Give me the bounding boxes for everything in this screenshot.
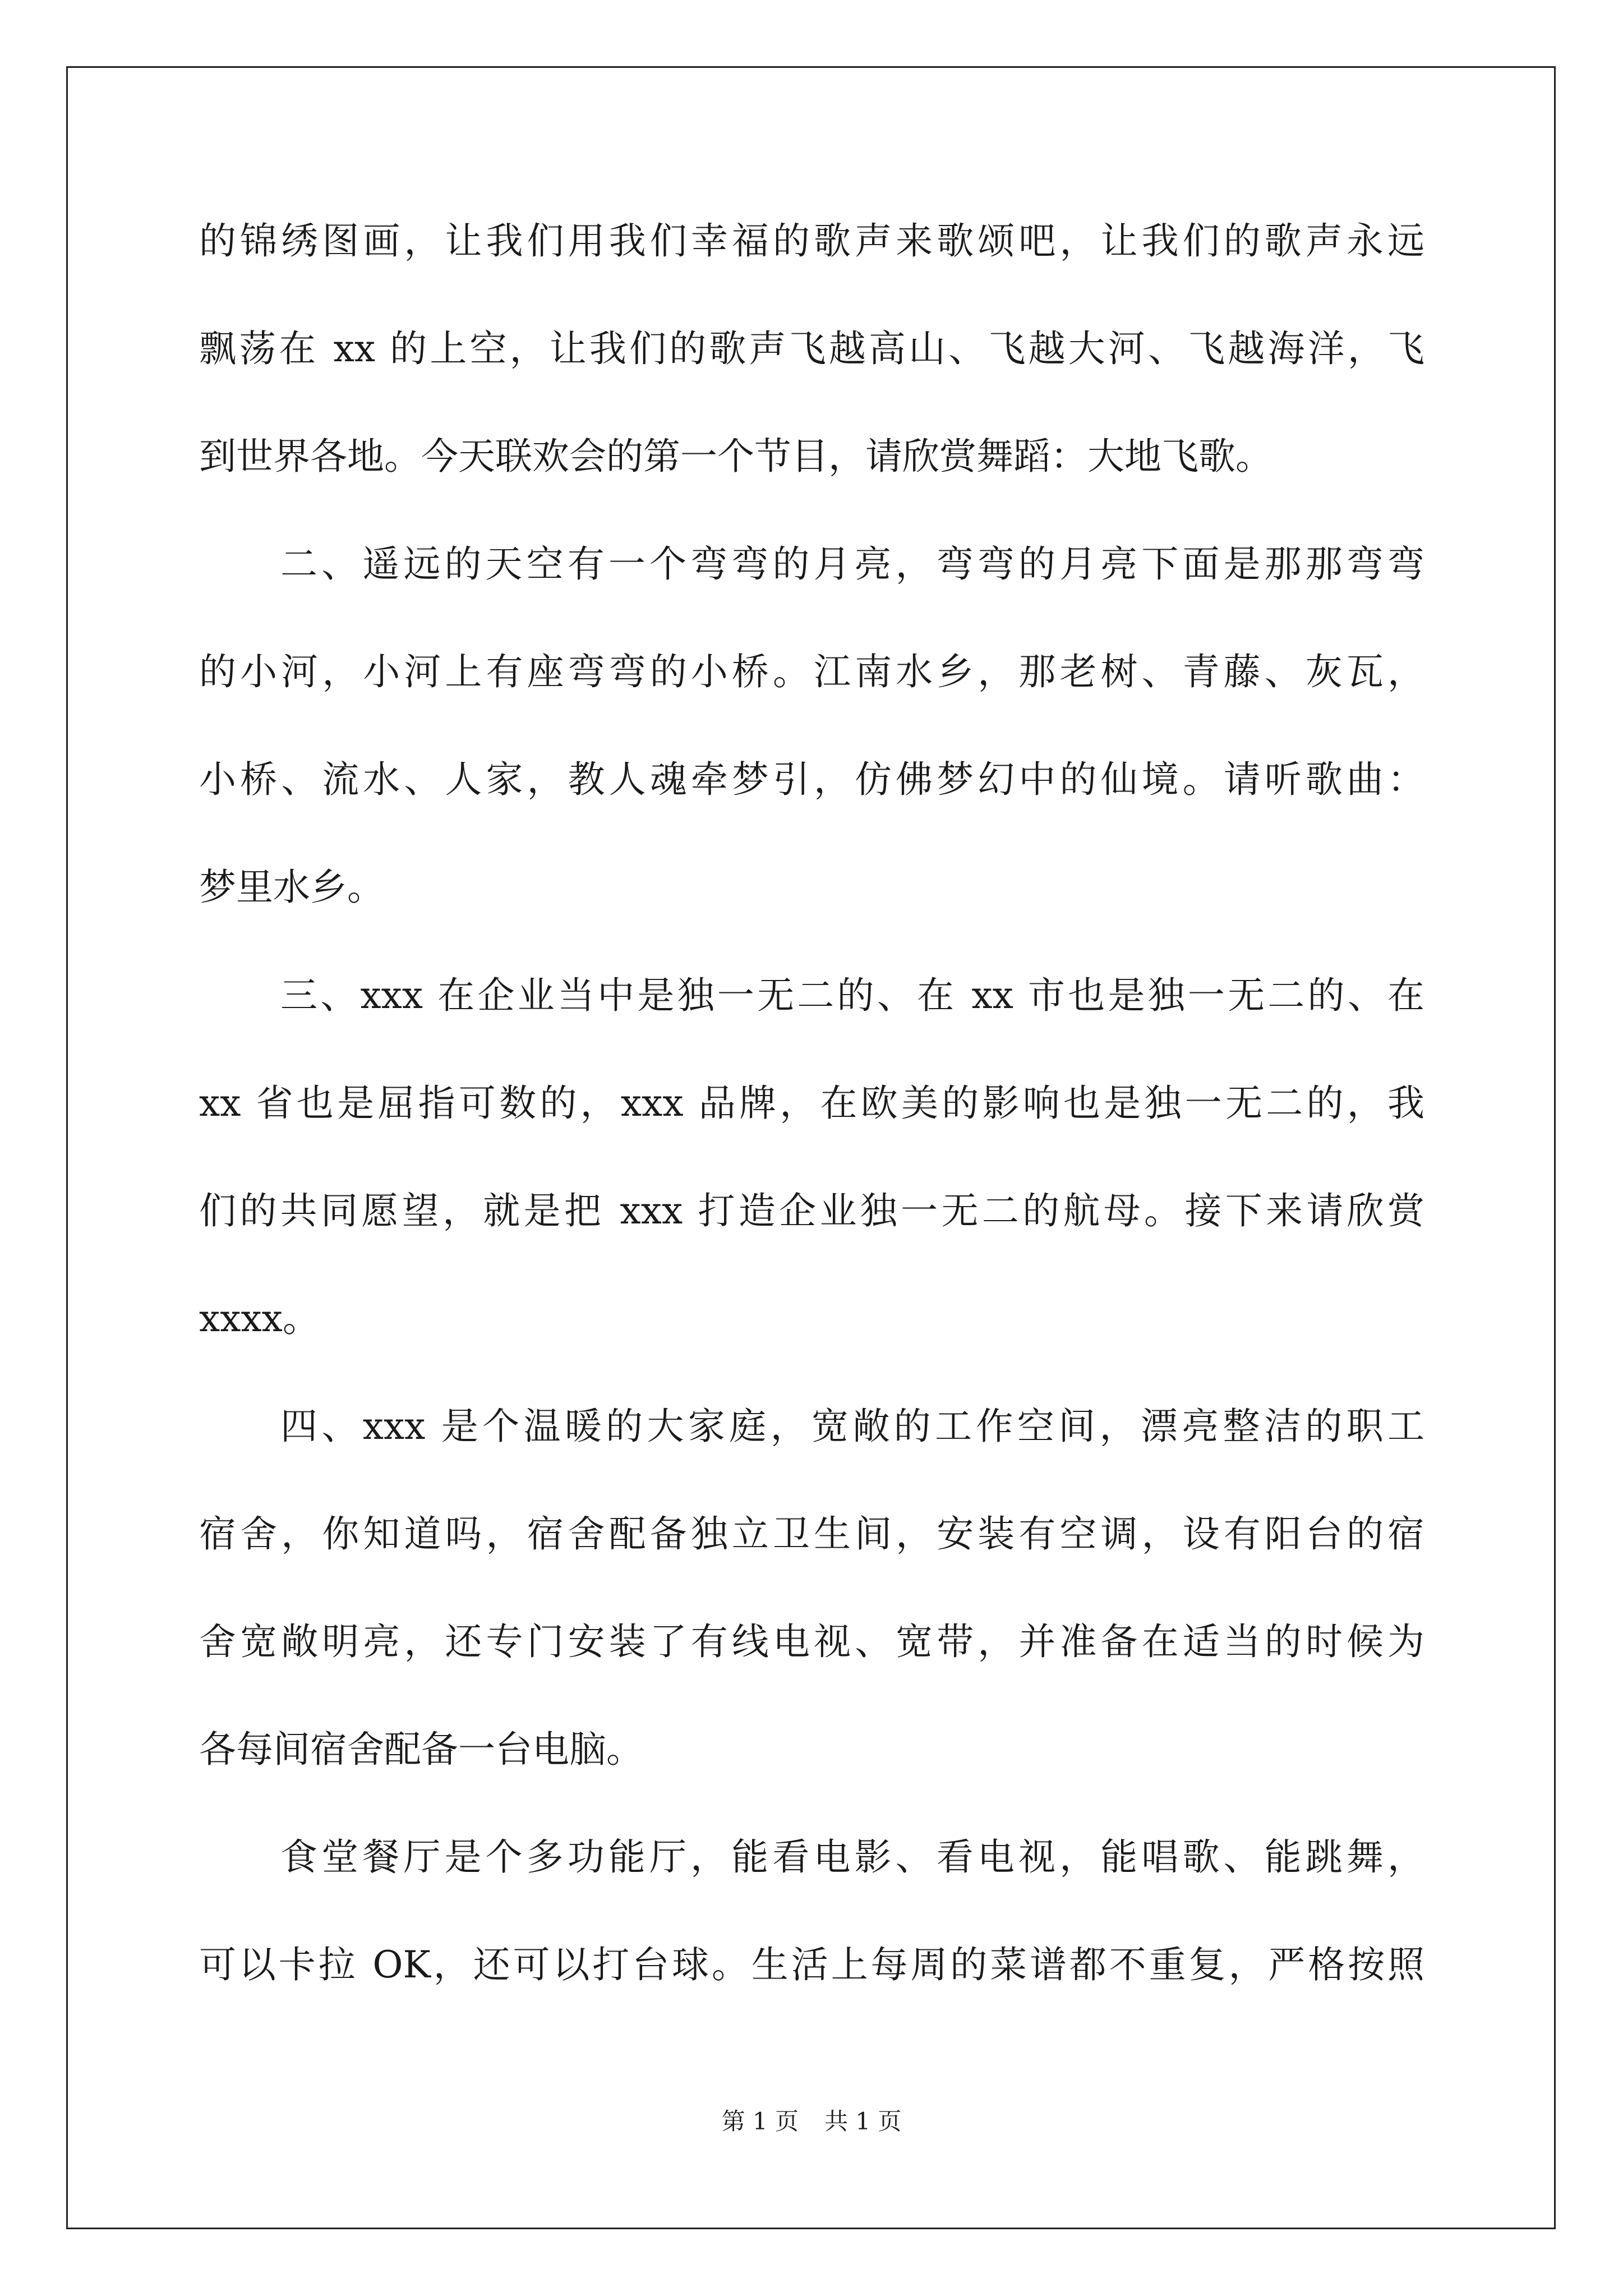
text-line: 到世界各地。今天联欢会的第一个节目，请欣赏舞蹈：大地飞歌。	[199, 435, 1272, 478]
text-line: 可以卡拉 OK，还可以打台球。生活上每周的菜谱都不重复，严格按照	[199, 1943, 1424, 1986]
text-line: 舍宽敞明亮，还专门安装了有线电视、宽带，并准备在适当的时候为	[199, 1620, 1424, 1663]
paragraph-first-line: 二、遥远的天空有一个弯弯的月亮，弯弯的月亮下面是那那弯弯	[280, 542, 1424, 586]
text-line: 小桥、流水、人家，教人魂牵梦引，仿佛梦幻中的仙境。请听歌曲：	[199, 758, 1424, 801]
text-line: 的锦绣图画，让我们用我们幸福的歌声来歌颂吧，让我们的歌声永远	[199, 219, 1424, 263]
page-border	[66, 66, 1556, 2229]
text-line: 们的共同愿望，就是把 xxx 打造企业独一无二的航母。接下来请欣赏	[199, 1189, 1424, 1232]
paragraph-first-line: 食堂餐厅是个多功能厅，能看电影、看电视，能唱歌、能跳舞，	[280, 1835, 1424, 1879]
text-line: 宿舍，你知道吗，宿舍配备独立卫生间，安装有空调，设有阳台的宿	[199, 1512, 1424, 1556]
paragraph-first-line: 四、xxx 是个温暖的大家庭，宽敞的工作空间，漂亮整洁的职工	[280, 1405, 1424, 1448]
text-line: 各每间宿舍配备一台电脑。	[199, 1728, 643, 1771]
page-total: 共 1 页	[824, 2108, 902, 2135]
text-line: 的小河，小河上有座弯弯的小桥。江南水乡，那老树、青藤、灰瓦，	[199, 650, 1424, 693]
text-line: 梦里水乡。	[199, 866, 384, 909]
text-line: xxxx。	[199, 1297, 320, 1340]
page-number: 第 1 页	[721, 2108, 799, 2135]
text-line: 飘荡在 xx 的上空，让我们的歌声飞越高山、飞越大河、飞越海洋，飞	[199, 327, 1424, 370]
page-footer	[0, 2105, 1623, 2138]
text-line: xx 省也是屈指可数的，xxx 品牌，在欧美的影响也是独一无二的，我	[199, 1082, 1424, 1125]
paragraph-first-line: 三、xxx 在企业当中是独一无二的、在 xx 市也是独一无二的、在	[280, 974, 1424, 1017]
